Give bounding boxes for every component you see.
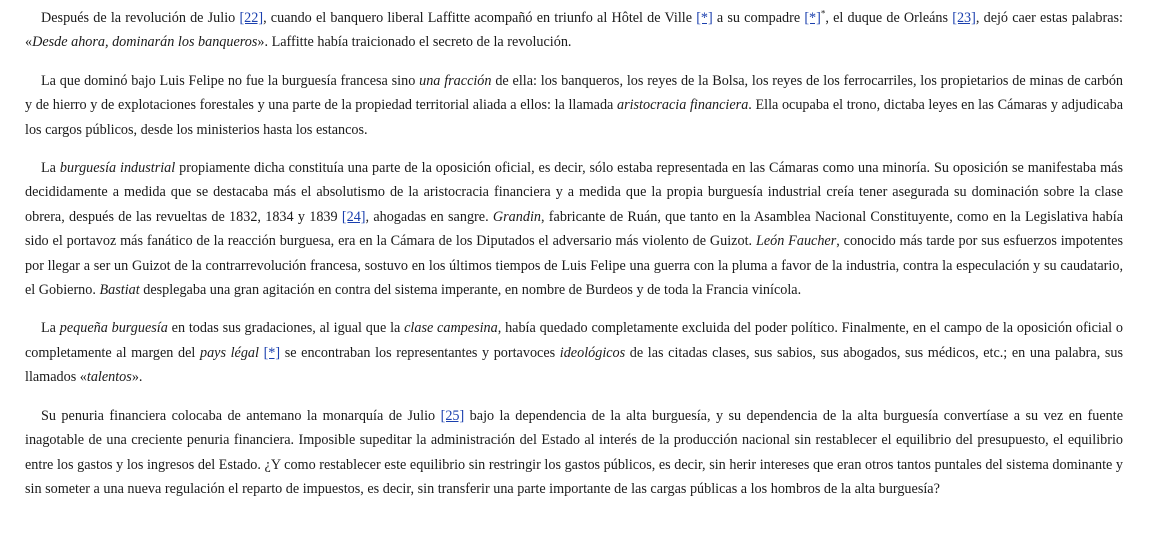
emphasis-text: ideológicos bbox=[559, 344, 626, 361]
text-run: . Ella ocupaba el trono, dictaba leyes en las Cámaras y adjudicaba los cargos públicos, desde los ministerios hasta los estancos. bbox=[25, 97, 1123, 138]
text-run: , fabricante de Ruán, que tanto en la Asamblea Nacional Constituyente, como en la Legislativa había sido el portavoz más fanático de la reacción burguesa, era en la Cámara de los Diputados el adversario más violento de Guizot. bbox=[25, 208, 1124, 250]
text-run: se encontraban los representantes y portavoces bbox=[280, 344, 560, 361]
text-run: de las citadas clases, sus sabios, sus abogados, sus médicos, etc.; en una palabra, sus llamados « bbox=[25, 344, 1123, 386]
text-run: La bbox=[41, 160, 60, 177]
emphasis-text: burguesía industrial bbox=[59, 160, 176, 177]
text-run: , conocido más tarde por sus esfuerzos impotentes por llegar a ser un Guizot de la contrarrevolución francesa, sostuvo en los últimos tiempos de Luis Felipe una guerra con la pluma a favor de la industria, contra la especulación y su caudatario, el Gobierno. bbox=[25, 233, 1123, 299]
text-run: , dejó caer estas palabras: « bbox=[25, 10, 1123, 51]
text-run: , ahogadas en sangre. bbox=[365, 208, 493, 225]
text-run: , cuando el banquero liberal Laffitte acompañó en triunfo al Hôtel de Ville bbox=[263, 10, 697, 26]
footnote-link[interactable]: [24] bbox=[341, 208, 366, 225]
text-run: ». Laffitte había traicionado el secreto de la revolución. bbox=[257, 34, 572, 51]
emphasis-text: Desde ahora, dominarán los banqueros bbox=[32, 34, 258, 51]
emphasis-text: pays légal bbox=[199, 344, 259, 361]
text-run: en todas sus gradaciones, al igual que la bbox=[167, 320, 405, 337]
text-run: propiamente dicha constituía una parte de la oposición oficial, es decir, sólo estaba representada en las Cámaras como una minoría. Su oposición se manifestaba más decididamente a medida que se destacaba más el absolutismo de la aristocracia financiera y a medida que la propia burguesía industrial creía tener asegurada su dominación sobre la clase obrera, después de las revueltas de 1832, 1834 y 1839 bbox=[25, 160, 1124, 225]
text-run: Después de la revolución de Julio bbox=[41, 10, 240, 26]
text-run: La que dominó bajo Luis Felipe no fue la burguesía francesa sino bbox=[41, 72, 420, 89]
text-run: a su compadre bbox=[712, 10, 805, 26]
paragraph bbox=[25, 156, 1123, 302]
superscript-mark: * bbox=[820, 8, 826, 19]
paragraph bbox=[25, 316, 1123, 389]
emphasis-text: Bastiat bbox=[99, 282, 140, 299]
footnote-link[interactable]: [*] bbox=[696, 10, 713, 26]
paragraph bbox=[25, 69, 1123, 142]
emphasis-text: talentos bbox=[86, 369, 132, 386]
emphasis-text: aristocracia financiera bbox=[616, 97, 749, 114]
text-run: , había quedado completamente excluida del poder político. Finalmente, en el campo de la oposición oficial o completamente al margen del bbox=[25, 320, 1123, 361]
text-run: Su penuria financiera colocaba de antemano la monarquía de Julio bbox=[41, 407, 441, 424]
emphasis-text: León Faucher bbox=[755, 233, 837, 250]
text-run: de ella: los banqueros, los reyes de la Bolsa, los reyes de los ferrocarriles, los propietarios de minas de carbón y de hierro y de explotaciones forestales y una parte de la propiedad territorial aliada a ellos: la llamada bbox=[25, 72, 1124, 114]
footnote-link[interactable]: [25] bbox=[440, 407, 465, 424]
footnote-link[interactable]: [*] bbox=[263, 344, 281, 361]
emphasis-text: clase campesina bbox=[404, 320, 498, 337]
text-run: ». bbox=[131, 369, 143, 386]
footnote-link[interactable]: [23] bbox=[952, 10, 976, 26]
emphasis-text: pequeña burguesía bbox=[59, 320, 168, 337]
paragraph bbox=[25, 404, 1123, 502]
text-run: desplegaba una gran agitación en contra del sistema imperante, en nombre de Burdeos y de toda la Francia vinícola. bbox=[139, 282, 802, 299]
text-run: , el duque de Orleáns bbox=[825, 10, 953, 26]
text-run: La bbox=[41, 320, 60, 337]
footnote-link[interactable]: [22] bbox=[239, 10, 264, 26]
emphasis-text: una fracción bbox=[419, 72, 492, 89]
footnote-link[interactable]: [*] bbox=[804, 10, 821, 26]
emphasis-text: Grandin bbox=[492, 208, 541, 225]
paragraph bbox=[25, 6, 1123, 55]
text-run: bajo la dependencia de la alta burguesía, y su dependencia de la alta burguesía convertíase a su vez en fuente inagotable de una creciente penuria financiera. Imposible supeditar la administración del Estado al interés de la producción nacional sin restablecer el equilibrio del presupuesto, el equilibrio entre los gastos y los ingresos del Estado. ¿Y como restablecer este equilibrio sin restringir los gastos públicos, es decir, sin herir intereses que eran otros tantos puntales del sistema dominante y sin someter a una nueva regulación el reparto de impuestos, es decir, sin transferir una parte importante de las cargas públicas a los hombros de la alta burguesía? bbox=[25, 407, 1123, 497]
